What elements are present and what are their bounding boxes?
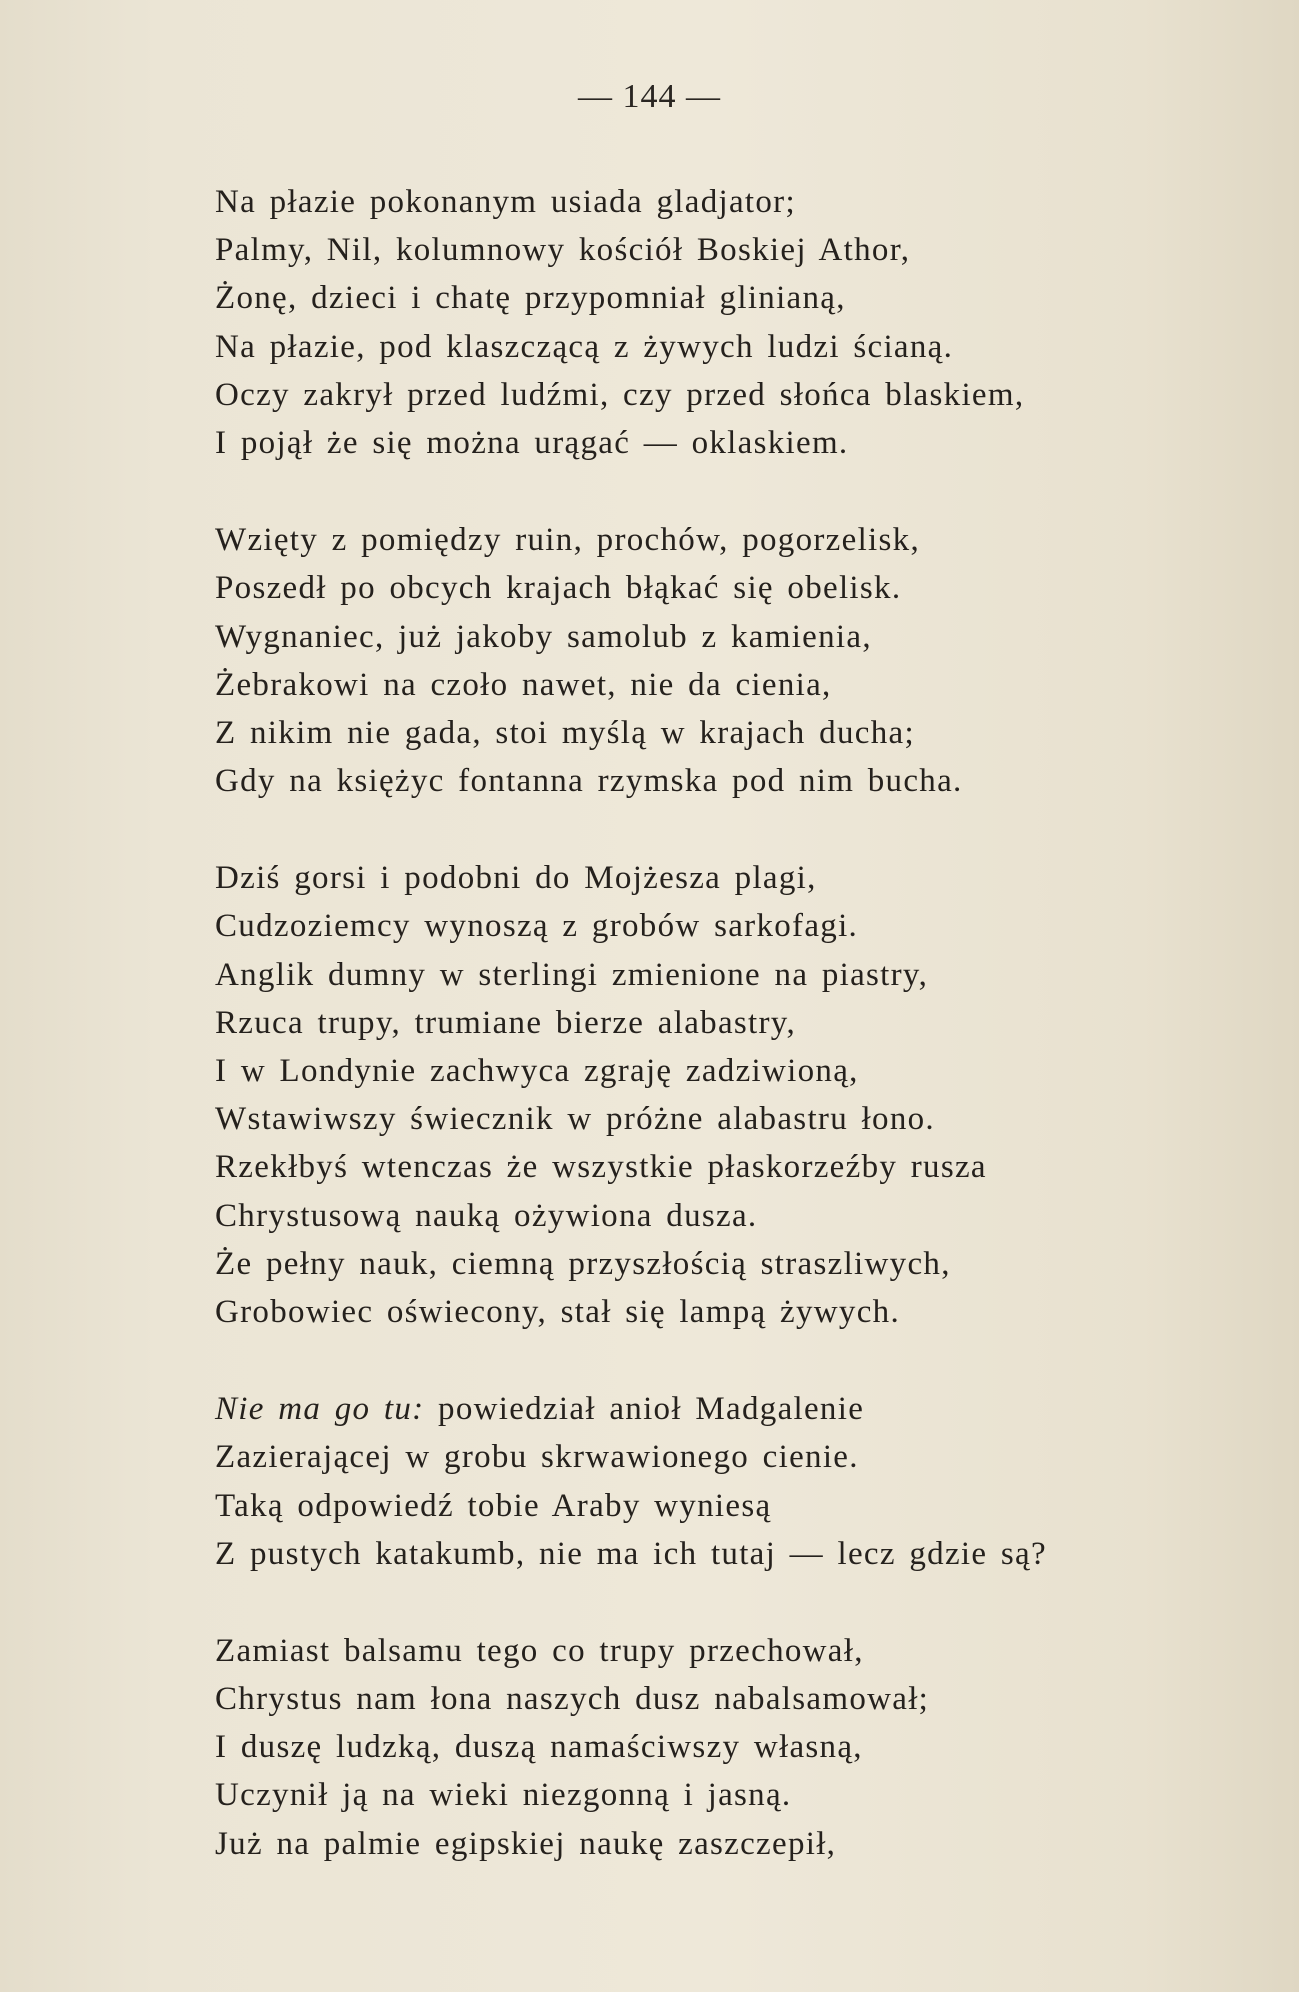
poem-line: Taką odpowiedź tobie Araby wyniesą [215,1487,772,1524]
poem-line: Z nikim nie gada, stoi myślą w krajach ducha; [215,714,915,751]
poem-line: Zazierającej w grobu skrwawionego cienie. [215,1439,859,1476]
poem-line: Cudzoziemcy wynoszą z grobów sarkofagi. [215,908,859,945]
poem-line: Poszedł po obcych krajach błąkać się obelisk. [215,570,902,607]
poem-line: Dziś gorsi i podobni do Mojżesza plagi, [215,860,817,897]
poem-line: Rzuca trupy, trumiane bierze alabastry, [215,1004,797,1041]
poem-line: Gdy na księżyc fontanna rzymska pod nim bucha. [215,763,963,800]
poem-line: Wstawiwszy świecznik w próżne alabastru łono. [215,1101,935,1138]
stanza-5 [215,1627,1275,1868]
stanza-2 [215,516,1275,805]
poem-line: Wzięty z pomiędzy ruin, prochów, pogorzelisk, [215,522,920,559]
poem-line: Palmy, Nil, kolumnowy kościół Boskiej Athor, [215,232,911,269]
poem-line: Oczy zakrył przed ludźmi, czy przed słońca blaskiem, [215,376,1025,413]
poem-text [215,178,1275,1868]
poem-line: Że pełny nauk, ciemną przyszłością straszliwych, [215,1245,951,1282]
poem-line: Grobowiec oświecony, stał się lampą żywych. [215,1293,900,1330]
poem-line: Na płazie pokonanym usiada gladjator; [215,184,796,220]
poem-line: Chrystusową nauką ożywiona dusza. [215,1197,758,1234]
poem-line: Anglik dumny w sterlingi zmienione na piastry, [215,956,929,993]
poem-line: Z pustych katakumb, nie ma ich tutaj — lecz gdzie są? [215,1535,1047,1572]
line-rest: powiedział anioł Madgalenie [424,1391,865,1428]
page-number: — 144 — [578,78,721,115]
poem-line: I duszę ludzką, duszą namaściwszy własną, [215,1729,863,1766]
poem-line: Uczynił ją na wieki niezgonną i jasną. [215,1777,792,1814]
poem-line: Już na palmie egipskiej naukę zaszczepił, [215,1825,837,1862]
stanza-3 [215,854,1275,1336]
poem-line: Zamiast balsamu tego co trupy przechował, [215,1632,864,1669]
poem-line: Wygnaniec, już jakoby samolub z kamienia, [215,618,872,655]
poem-line: I pojął że się można urągać — oklaskiem. [215,424,849,461]
poem-line: Rzekłbyś wtenczas że wszystkie płaskorzeźby rusza [215,1149,987,1186]
stanza-4 [215,1385,1275,1578]
poem-line: Żebrakowi na czoło nawet, nie da cienia, [215,666,832,703]
italic-quote: Nie ma go tu: [215,1391,425,1428]
poem-line: Żonę, dzieci i chatę przypomniał glinianą, [215,280,846,317]
poem-line-first [215,1385,1275,1433]
poem-line: Na płazie, pod klaszczącą z żywych ludzi ścianą. [215,328,954,365]
poem-line: Chrystus nam łona naszych dusz nabalsamował; [215,1681,930,1718]
stanza-1 [215,178,1275,467]
poem-line: I w Londynie zachwyca zgraję zadziwioną, [215,1053,859,1089]
